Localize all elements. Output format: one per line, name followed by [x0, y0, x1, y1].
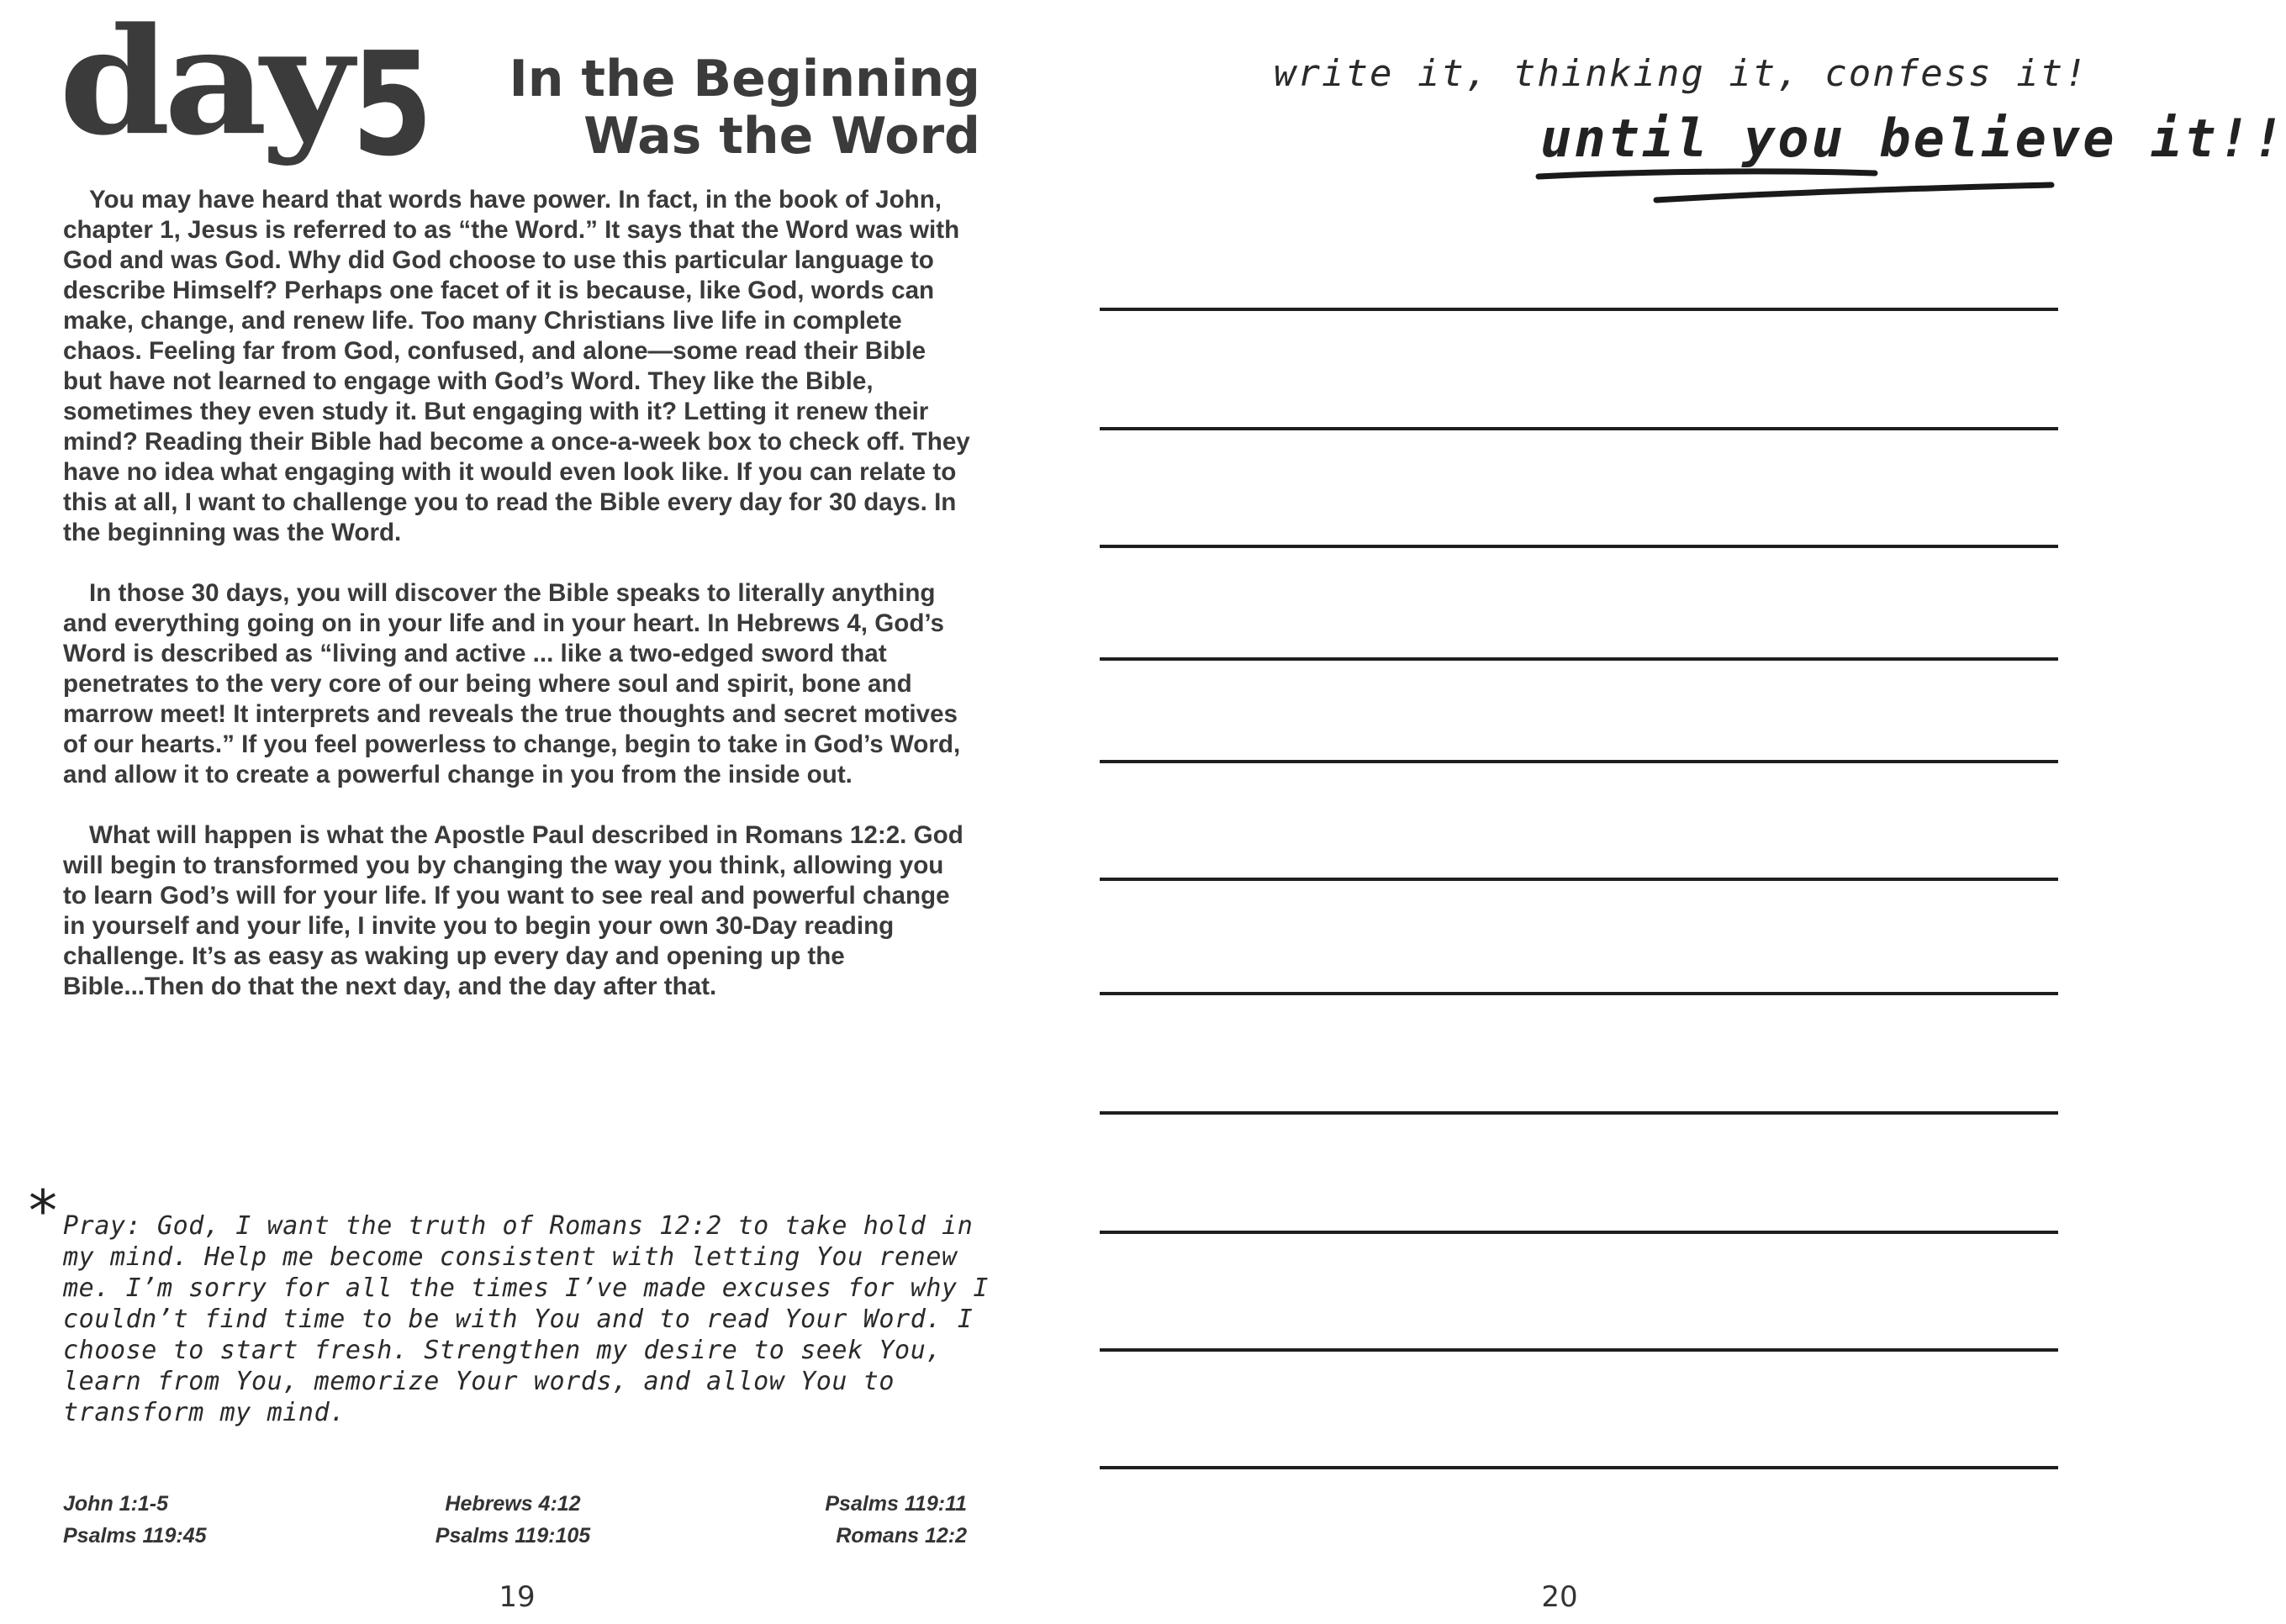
- title-line-2: Was the Word: [583, 107, 980, 166]
- handwritten-heading: write it, thinking it, confess it!: [1274, 52, 2088, 95]
- day-label: day: [59, 0, 347, 168]
- reference-column: [416, 1488, 610, 1552]
- paragraph: In those 30 days, you will discover the Bible speaks to literally anything and everything going on in your life and in your heart. In Hebrews 4, God’s Word is described as “living and active ... like a two-edged sword that penetrates to the very core of our being where soul and spirit, bone and marrow meet! It interprets and reveals the true thoughts and secret motives of our hearts.” If you feel powerless to change, begin to take in God’s Word, and allow it to create a powerful change in you from the inside out.: [63, 579, 961, 788]
- paragraph: What will happen is what the Apostle Paul described in Romans 12:2. God will begin to transformed you by changing the way you think, allowing you to learn God’s will for your life. If you want to see real and powerful change in yourself and your life, I invite you to begin your own 30-Day reading challenge. It’s as easy as waking up every day and opening up the Bible...Then do that the next day, and the day after that.: [63, 821, 963, 1000]
- day-number: 5: [351, 22, 434, 188]
- reference: Psalms 119:11: [825, 1492, 967, 1516]
- reference: John 1:1-5: [63, 1492, 169, 1516]
- page-number-right: 20: [1541, 1580, 1578, 1614]
- writing-line[interactable]: [1100, 992, 2058, 995]
- writing-line[interactable]: [1100, 657, 2058, 661]
- writing-line[interactable]: [1100, 545, 2058, 548]
- writing-line[interactable]: [1100, 1111, 2058, 1115]
- reference-column: [63, 1488, 207, 1552]
- prayer-text: Pray: God, I want the truth of Romans 12:2 to take hold in my mind. Help me become consistent with letting You renew me. I’m sorry for all the times I’ve made excuses for why I couldn’t find time to be with You and to read Your Word. I choose to start fresh. Strengthen my desire to seek You, learn from You, memorize Your words, and allow You to transform my mind.: [63, 1211, 990, 1427]
- paragraph: You may have heard that words have power. In fact, in the book of John, chapter 1, Jesus is referred to as “the Word.” It says that the Word was with God and was God. Why did God choose to use this particular language to describe Himself? Perhaps one facet of it is because, like God, words can make, change, and renew life. Too many Christians live life in complete chaos. Feeling far from God, confused, and alone—some read their Bible but have not learned to engage with God’s Word. They like the Bible, sometimes they even study it. But engaging with it? Letting it renew their mind? Reading their Bible had become a once-a-week box to check off. They have no idea what engaging with it would even look like. If you can relate to this at all, I want to challenge you to read the Bible every day for 30 days. In the beginning was the Word.: [63, 186, 970, 546]
- right-page: [1051, 0, 2102, 1624]
- title-line-1: In the Beginning: [509, 50, 980, 108]
- writing-line[interactable]: [1100, 1466, 2058, 1469]
- writing-line[interactable]: [1100, 308, 2058, 311]
- reference: Psalms 119:45: [63, 1524, 207, 1548]
- reference: Romans 12:2: [836, 1524, 967, 1548]
- reference-column: [825, 1488, 967, 1552]
- left-page: [0, 0, 1051, 1624]
- handwritten-subheading: until you believe it!!: [1540, 108, 2286, 169]
- hand-underline-icon: [1513, 160, 2068, 210]
- writing-line[interactable]: [1100, 878, 2058, 881]
- writing-line[interactable]: [1100, 427, 2058, 430]
- writing-line[interactable]: [1100, 1348, 2058, 1352]
- reference: Hebrews 4:12: [445, 1492, 581, 1516]
- writing-line[interactable]: [1100, 760, 2058, 763]
- page-title: [459, 50, 980, 165]
- asterisk-icon: *: [29, 1178, 57, 1245]
- writing-line[interactable]: [1100, 1231, 2058, 1234]
- reference: Psalms 119:105: [435, 1524, 591, 1548]
- devotional-body: [63, 185, 971, 1002]
- page-number-left: 19: [499, 1580, 536, 1614]
